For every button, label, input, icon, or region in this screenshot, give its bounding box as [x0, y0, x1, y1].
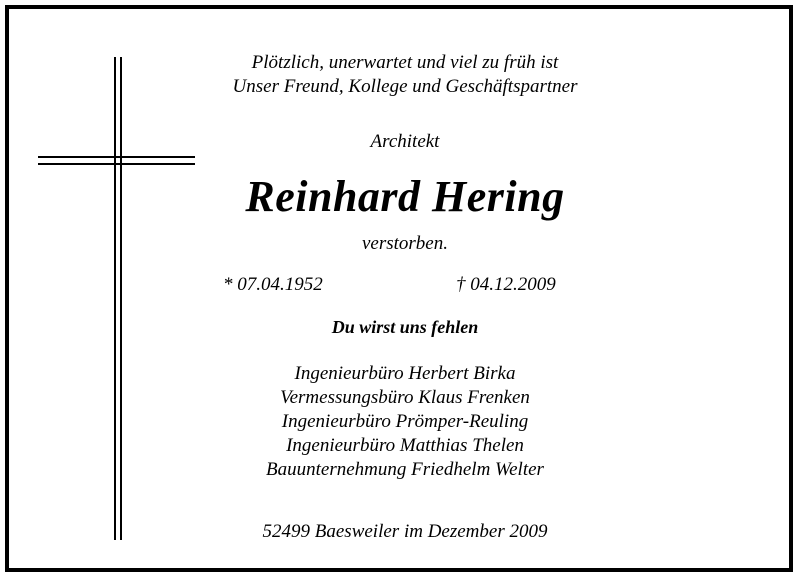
signer: Ingenieurbüro Prömper-Reuling	[281, 411, 529, 432]
intro-line-2: Unser Freund, Kollege und Geschäftspartner	[232, 76, 578, 97]
passed-text: verstorben.	[361, 233, 448, 254]
profession: Architekt	[370, 131, 440, 152]
cross-horizontal-line	[38, 156, 195, 158]
signer: Ingenieurbüro Matthias Thelen	[286, 435, 524, 456]
deceased-name: Reinhard Hering	[245, 172, 565, 221]
birth-date: * 07.04.1952	[223, 274, 323, 295]
obituary-notice	[5, 5, 793, 572]
signer: Bauunternehmung Friedhelm Welter	[266, 459, 544, 480]
farewell-text: Du wirst uns fehlen	[331, 317, 479, 337]
signer: Vermessungsbüro Klaus Frenken	[280, 387, 530, 408]
death-date: † 04.12.2009	[456, 274, 556, 295]
place-and-date: 52499 Baesweiler im Dezember 2009	[262, 521, 548, 542]
cross-horizontal-line	[38, 163, 195, 165]
intro-line-1: Plötzlich, unerwartet und viel zu früh ist	[251, 52, 559, 73]
signer: Ingenieurbüro Herbert Birka	[294, 363, 516, 384]
